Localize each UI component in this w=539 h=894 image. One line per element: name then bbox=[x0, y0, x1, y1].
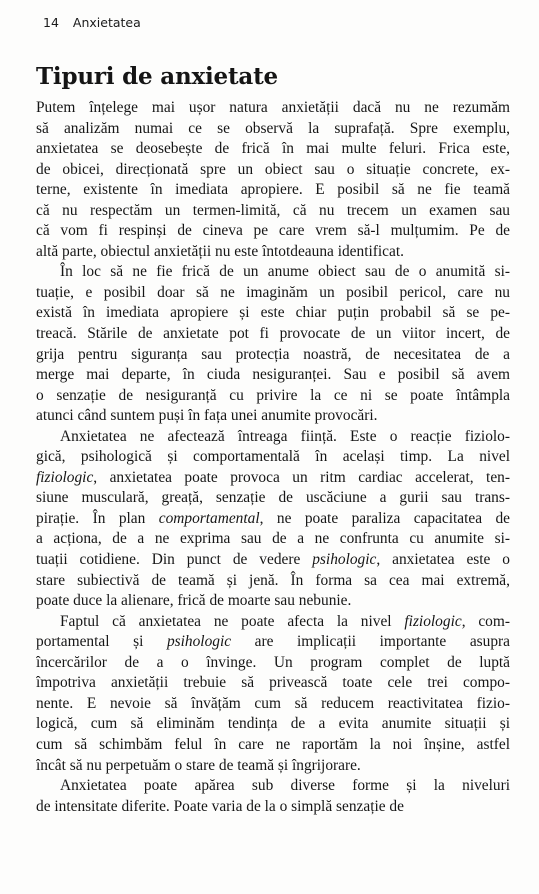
text-line: merge mai departe, în ciuda nesiguranței. Sau e posibil să avem bbox=[36, 366, 510, 384]
text-line: terne, existente în imediata apropiere. E posibil să ne fie teamă bbox=[36, 181, 510, 199]
text-line: treacă. Stările de anxietate pot fi provocate de un viitor incert, de bbox=[36, 325, 510, 343]
text-line: cum să schimbăm felul în care ne raportăm la noi înșine, astfel bbox=[36, 735, 510, 753]
text-line: o senzație de nesiguranță cu privire la ce ni se poate întâmpla bbox=[36, 386, 510, 404]
running-title: Anxietatea bbox=[72, 14, 141, 30]
text-line: Putem înțelege mai ușor natura anxietății dacă nu ne rezumăm bbox=[36, 99, 510, 116]
paragraph bbox=[36, 262, 510, 426]
running-header bbox=[43, 13, 141, 31]
text-line: a acționa, de a ne exprima sau de a ne confrunta cu anumite si- bbox=[36, 530, 510, 548]
text-line: nente. E nevoie să învățăm cum să reducem reactivitatea fizio- bbox=[36, 694, 510, 712]
text-line: anxietatea se deosebește de frică în mai multe feluri. Frica este, bbox=[36, 140, 510, 158]
text-line: pirație. În plan comportamental, ne poate paraliza capacitatea de bbox=[36, 509, 510, 527]
paragraph bbox=[36, 427, 510, 612]
paragraph bbox=[36, 776, 510, 817]
text-line: fiziologic, anxietatea poate provoca un ritm cardiac accelerat, ten- bbox=[36, 468, 510, 486]
paragraph bbox=[36, 98, 510, 262]
text-line: Anxietatea poate apărea sub diverse forme și la niveluri bbox=[60, 777, 510, 795]
section-title: Tipuri de anxietate bbox=[36, 63, 278, 90]
text-line: există în imediata apropiere și este chiar puțin probabil să se pe- bbox=[36, 304, 510, 322]
text-line: de obicei, direcționată spre un obiect sau o situație concrete, ex- bbox=[36, 160, 510, 178]
text-line: În loc să ne fie frică de un anume obiect sau de o anumită si- bbox=[60, 263, 510, 281]
text-line: să analizăm numai ce se observă la suprafață. Spre exemplu, bbox=[36, 119, 510, 137]
paragraph bbox=[36, 612, 510, 776]
text-line: logică, cum să eliminăm tendința de a evita anumite situații și bbox=[36, 715, 510, 733]
page-number: 14 bbox=[43, 14, 59, 30]
text-line: tuații cotidiene. Din punct de vedere psihologic, anxietatea este o bbox=[36, 551, 510, 569]
text-line: siune musculară, greață, senzație de uscăciune a gurii sau trans- bbox=[36, 489, 510, 507]
text-line: stare subiectivă de teamă și jenă. În forma sa cea mai extremă, bbox=[36, 571, 510, 589]
text-line: Faptul că anxietatea ne poate afecta la nivel fiziologic, com- bbox=[60, 612, 510, 630]
text-line: grija pentru siguranța sau protecția noastră, de necesitatea de a bbox=[36, 345, 510, 363]
text-line: gică, psihologică și comportamentală în același timp. La nivel bbox=[36, 448, 510, 466]
text-line: Anxietatea ne afectează întreaga ființă. Este o reacție fiziolo- bbox=[60, 427, 510, 445]
text-line: poate duce la alienare, frică de moarte sau nebunie. bbox=[36, 592, 352, 610]
text-line: încercărilor de a o învinge. Un program complet de luptă bbox=[36, 653, 510, 671]
text-line: că nu respectăm un termen-limită, că nu trecem un examen sau bbox=[36, 201, 510, 219]
text-line: altă parte, obiectul anxietății nu este întotdeauna identificat. bbox=[36, 242, 404, 260]
text-line: de intensitate diferite. Poate varia de la o simplă senzație de bbox=[36, 797, 404, 815]
body-text bbox=[36, 98, 510, 817]
text-line: tuație, e posibil doar să ne imaginăm un posibil pericol, care nu bbox=[36, 283, 510, 301]
text-line: portamental și psihologic are implicații importante asupra bbox=[36, 633, 510, 651]
text-line: împotriva anxietății trebuie să privească toate cele trei compo- bbox=[36, 674, 510, 692]
text-line: atunci când suntem puși în fața unei anumite provocări. bbox=[36, 407, 378, 425]
text-line: că vom fi respinși de cineva pe care vrem să-l mulțumim. Pe de bbox=[36, 222, 510, 240]
text-line: încât să nu perpetuăm o stare de teamă și îngrijorare. bbox=[36, 756, 361, 774]
